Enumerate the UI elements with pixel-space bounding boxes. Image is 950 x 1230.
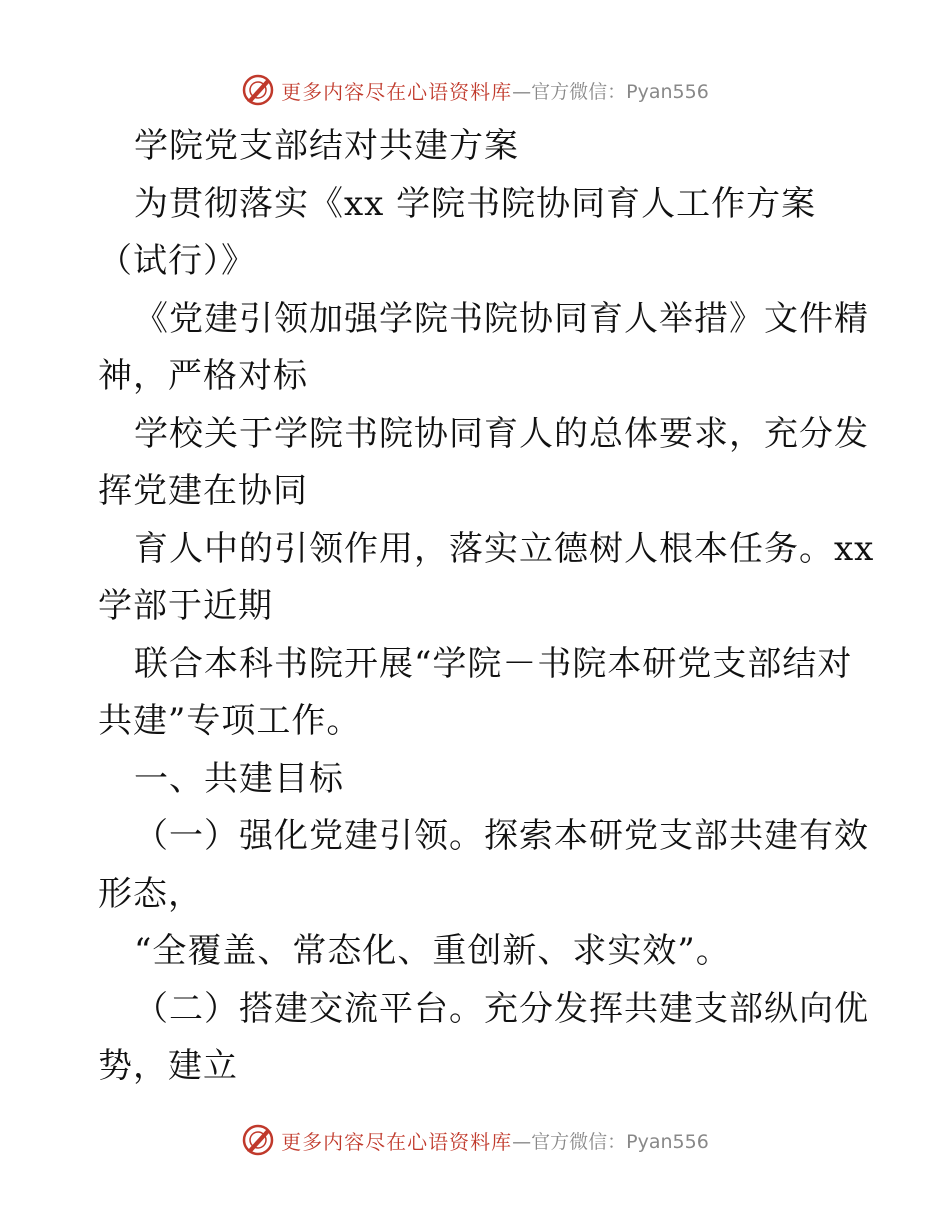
paragraph-line: （二）搭建交流平台。充分发挥共建支部纵向优 — [134, 988, 869, 1029]
paragraph-line: 共建”专项工作。 — [98, 701, 362, 741]
paragraph-line: 学部于近期 — [98, 586, 273, 626]
document-title: 学院党支部结对共建方案 — [134, 126, 519, 166]
paragraph-line: “全覆盖、常态化、重创新、求实效”。 — [134, 931, 731, 971]
paragraph-line: 联合本科书院开展“学院－书院本研党支部结对 — [134, 643, 853, 684]
quill-circle-icon — [241, 1123, 275, 1157]
quill-circle-icon — [241, 73, 275, 107]
header-banner — [0, 70, 950, 110]
section-heading: 一、共建目标 — [134, 758, 344, 799]
paragraph-line: 《党建引领加强学院书院协同育人举措》文件精 — [134, 298, 869, 339]
paragraph-line: 育人中的引领作用，落实立德树人根本任务。xx — [134, 528, 875, 569]
paragraph-line: 学校关于学院书院协同育人的总体要求，充分发 — [134, 413, 869, 454]
banner-site-text: 更多内容尽在心语资料库 — [281, 1129, 513, 1154]
document-body — [98, 118, 875, 1096]
banner-wechat-text: —官方微信：Pyan556 — [512, 1130, 709, 1153]
banner-site-text: 更多内容尽在心语资料库 — [281, 79, 513, 104]
paragraph-line: 为贯彻落实《xx 学院书院协同育人工作方案 — [134, 183, 817, 224]
paragraph-line: 形态， — [98, 873, 203, 914]
paragraph-line: 挥党建在协同 — [98, 471, 308, 511]
paragraph-line: 势，建立 — [98, 1046, 238, 1086]
paragraph-line: 神，严格对标 — [98, 356, 308, 396]
footer-banner — [0, 1120, 950, 1160]
banner-wechat-text: —官方微信：Pyan556 — [512, 80, 709, 103]
paragraph-line: （试行）》 — [98, 241, 256, 281]
paragraph-line: （一）强化党建引领。探索本研党支部共建有效 — [134, 816, 869, 856]
